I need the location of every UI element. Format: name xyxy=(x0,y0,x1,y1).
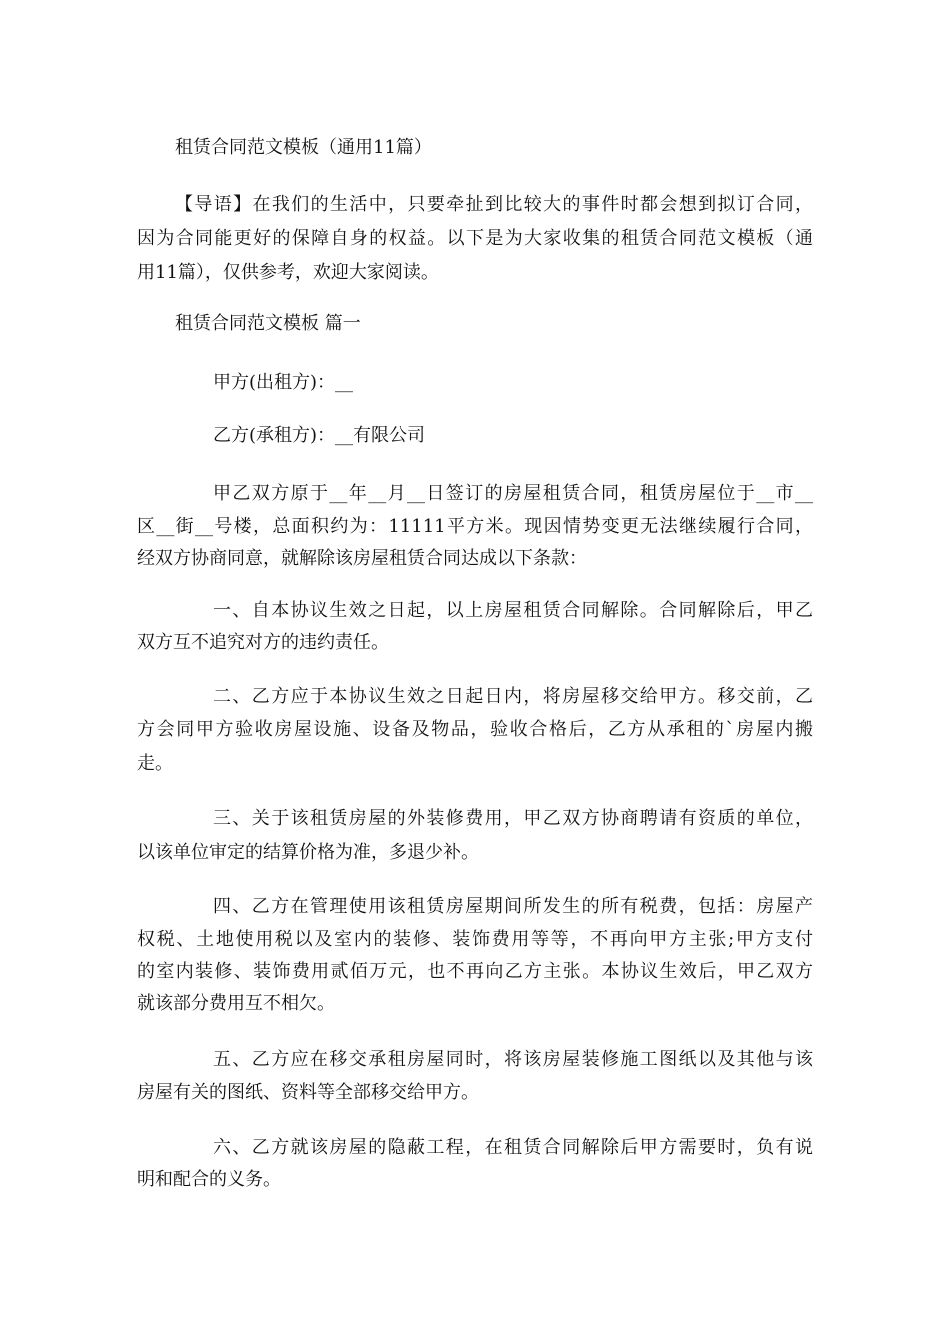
clause-4-line-1: 四、乙方在管理使用该租赁房屋期间所发生的所有税费，包括：房屋产 xyxy=(213,896,813,917)
clause-1-line-2: 双方互不追究对方的违约责任。 xyxy=(137,632,389,653)
clause-3-line-2: 以该单位审定的结算价格为准，多退少补。 xyxy=(137,842,479,863)
intro-line-2: 因为合同能更好的保障自身的权益。以下是为大家收集的租赁合同范文模板（通 xyxy=(137,228,813,249)
clause-6-line-1: 六、乙方就该房屋的隐蔽工程，在租赁合同解除后甲方需要时，负有说 xyxy=(213,1137,813,1158)
section-heading: 租赁合同范文模板 篇一 xyxy=(175,313,361,334)
clause-4-line-2: 权税、土地使用税以及室内的装修、装饰费用等等，不再向甲方主张;甲方支付 xyxy=(137,929,813,950)
document-title: 租赁合同范文模板（通用11篇） xyxy=(175,137,432,158)
clause-4-line-3: 的室内装修、装饰费用贰佰万元，也不再向乙方主张。本协议生效后，甲乙双方 xyxy=(137,961,813,982)
clause-4-line-4: 就该部分费用互不相欠。 xyxy=(137,993,335,1014)
clause-3-line-1: 三、关于该租赁房屋的外装修费用，甲乙双方协商聘请有资质的单位， xyxy=(213,808,813,829)
preamble-line-3: 经双方协商同意，就解除该房屋租赁合同达成以下条款： xyxy=(137,548,587,569)
party-a-line: 甲方(出租方)：__ xyxy=(213,372,354,393)
preamble-line-1: 甲乙双方原于__年__月__日签订的房屋租赁合同，租赁房屋位于__市__ xyxy=(213,483,813,504)
clause-2-line-3: 走。 xyxy=(137,753,173,774)
clause-2-line-1: 二、乙方应于本协议生效之日起日内，将房屋移交给甲方。移交前，乙 xyxy=(213,686,813,707)
party-b-line: 乙方(承租方)：__有限公司 xyxy=(213,425,426,446)
intro-line-3: 用11篇），仅供参考，欢迎大家阅读。 xyxy=(137,262,439,283)
clause-5-line-2: 房屋有关的图纸、资料等全部移交给甲方。 xyxy=(137,1082,479,1103)
clause-1-line-1: 一、自本协议生效之日起，以上房屋租赁合同解除。合同解除后，甲乙 xyxy=(213,600,813,621)
intro-line-1: 【导语】在我们的生活中，只要牵扯到比较大的事件时都会想到拟订合同， xyxy=(175,194,813,215)
clause-2-line-2: 方会同甲方验收房屋设施、设备及物品，验收合格后，乙方从承租的`房屋内搬 xyxy=(137,719,813,740)
clause-6-line-2: 明和配合的义务。 xyxy=(137,1169,281,1190)
clause-5-line-1: 五、乙方应在移交承租房屋同时，将该房屋装修施工图纸以及其他与该 xyxy=(213,1049,813,1070)
preamble-line-2: 区__街__号楼，总面积约为：11111平方米。现因情势变更无法继续履行合同， xyxy=(137,516,813,537)
